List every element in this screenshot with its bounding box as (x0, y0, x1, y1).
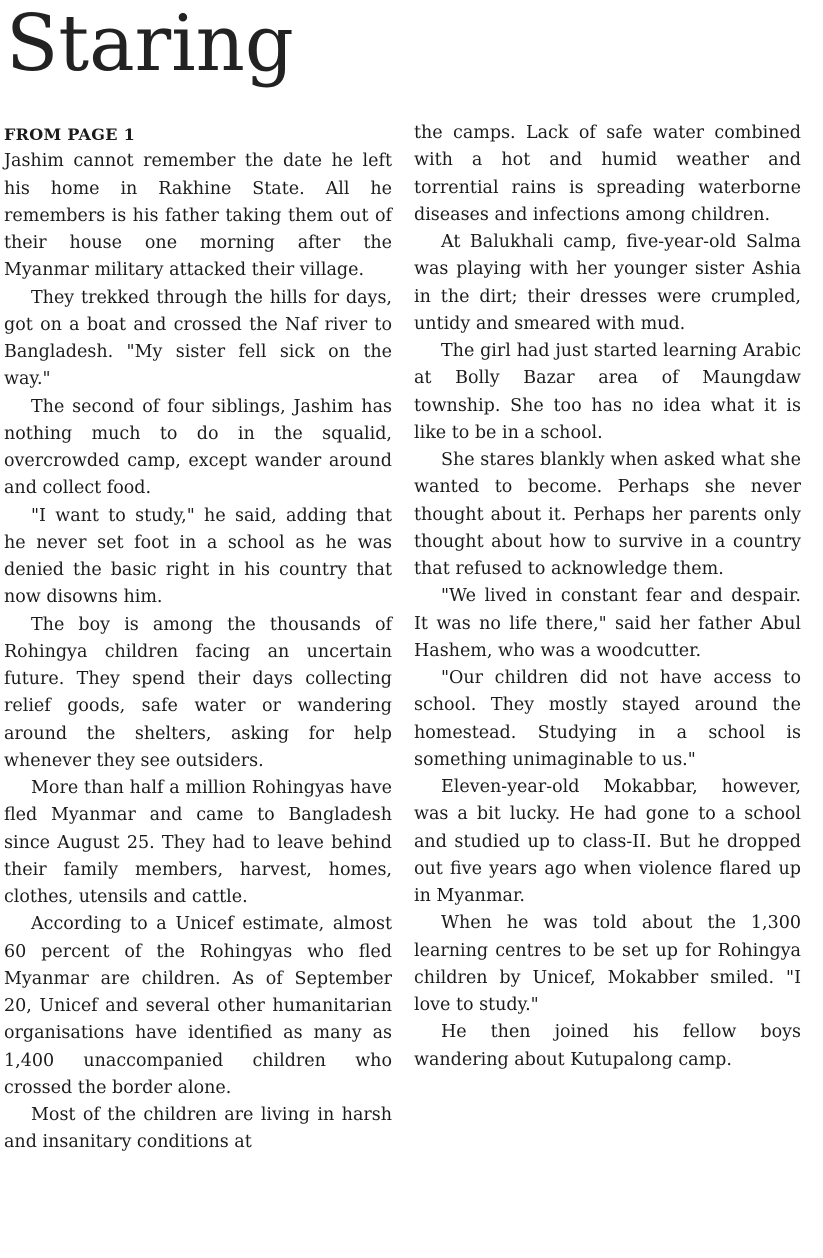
paragraph: More than half a million Rohingyas have fled Myanmar and came to Bangladesh since August 25. They had to leave behind their family members, harvest, homes, clothes, utensils and cattle. (4, 778, 392, 907)
paragraph: At Balukhali camp, five-year-old Salma was playing with her younger sister Ashia in the dirt; their dresses were crumpled, untidy and smeared with mud. (414, 232, 801, 334)
paragraph: Eleven-year-old Mokabbar, however, was a bit lucky. He had gone to a school and studied up to class-II. But he dropped out five years ago when violence flared up in Myanmar. (414, 777, 801, 906)
paragraph: The girl had just started learning Arabic at Bolly Bazar area of Maungdaw township. She too has no idea what it is like to be in a school. (414, 341, 801, 443)
headline: Staring (6, 0, 294, 89)
paragraph: According to a Unicef estimate, almost 60 percent of the Rohingyas who fled Myanmar are children. As of September 20, Unicef and several other humanitarian organisations have identified as many as 1,400 unaccompanied children who crossed the border alone. (4, 914, 392, 1098)
continuation-kicker: FROM PAGE 1 (4, 125, 136, 144)
paragraph: She stares blankly when asked what she wanted to become. Perhaps she never thought about it. Perhaps her parents only thought about how to survive in a country that refused to acknowledge them. (414, 450, 801, 579)
paragraph: "Our children did not have access to school. They mostly stayed around the homestead. Studying in a school is something unimaginable to us." (414, 668, 801, 770)
paragraph: When he was told about the 1,300 learning centres to be set up for Rohingya children by Unicef, Mokabber smiled. "I love to study." (414, 913, 801, 1015)
paragraph: "We lived in constant fear and despair. It was no life there," said her father Abul Hashem, who was a woodcutter. (414, 586, 801, 661)
paragraph: The boy is among the thousands of Rohingya children facing an uncertain future. They spend their days collecting relief goods, safe water or wandering around the shelters, asking for help whenever they see outsiders. (4, 614, 392, 771)
paragraph: Most of the children are living in harsh and insanitary conditions at (4, 1105, 392, 1153)
article-column-left (4, 121, 392, 1157)
paragraph: The second of four siblings, Jashim has nothing much to do in the squalid, overcrowded camp, except wander around and collect food. (4, 396, 392, 499)
article-column-right (414, 120, 801, 1074)
paragraph: Jashim cannot remember the date he left his home in Rakhine State. All he remembers is his father taking them out of their house one morning after the Myanmar military attacked their village. (4, 151, 392, 281)
paragraph: They trekked through the hills for days, got on a boat and crossed the Naf river to Bangladesh. "My sister fell sick on the way." (4, 287, 392, 390)
paragraph: He then joined his fellow boys wandering about Kutupalong camp. (414, 1022, 801, 1070)
paragraph: the camps. Lack of safe water combined with a hot and humid weather and torrential rains is spreading waterborne diseases and infections among children. (414, 123, 801, 225)
paragraph: "I want to study," he said, adding that he never set foot in a school as he was denied the basic right in his country that now disowns him. (4, 505, 392, 608)
